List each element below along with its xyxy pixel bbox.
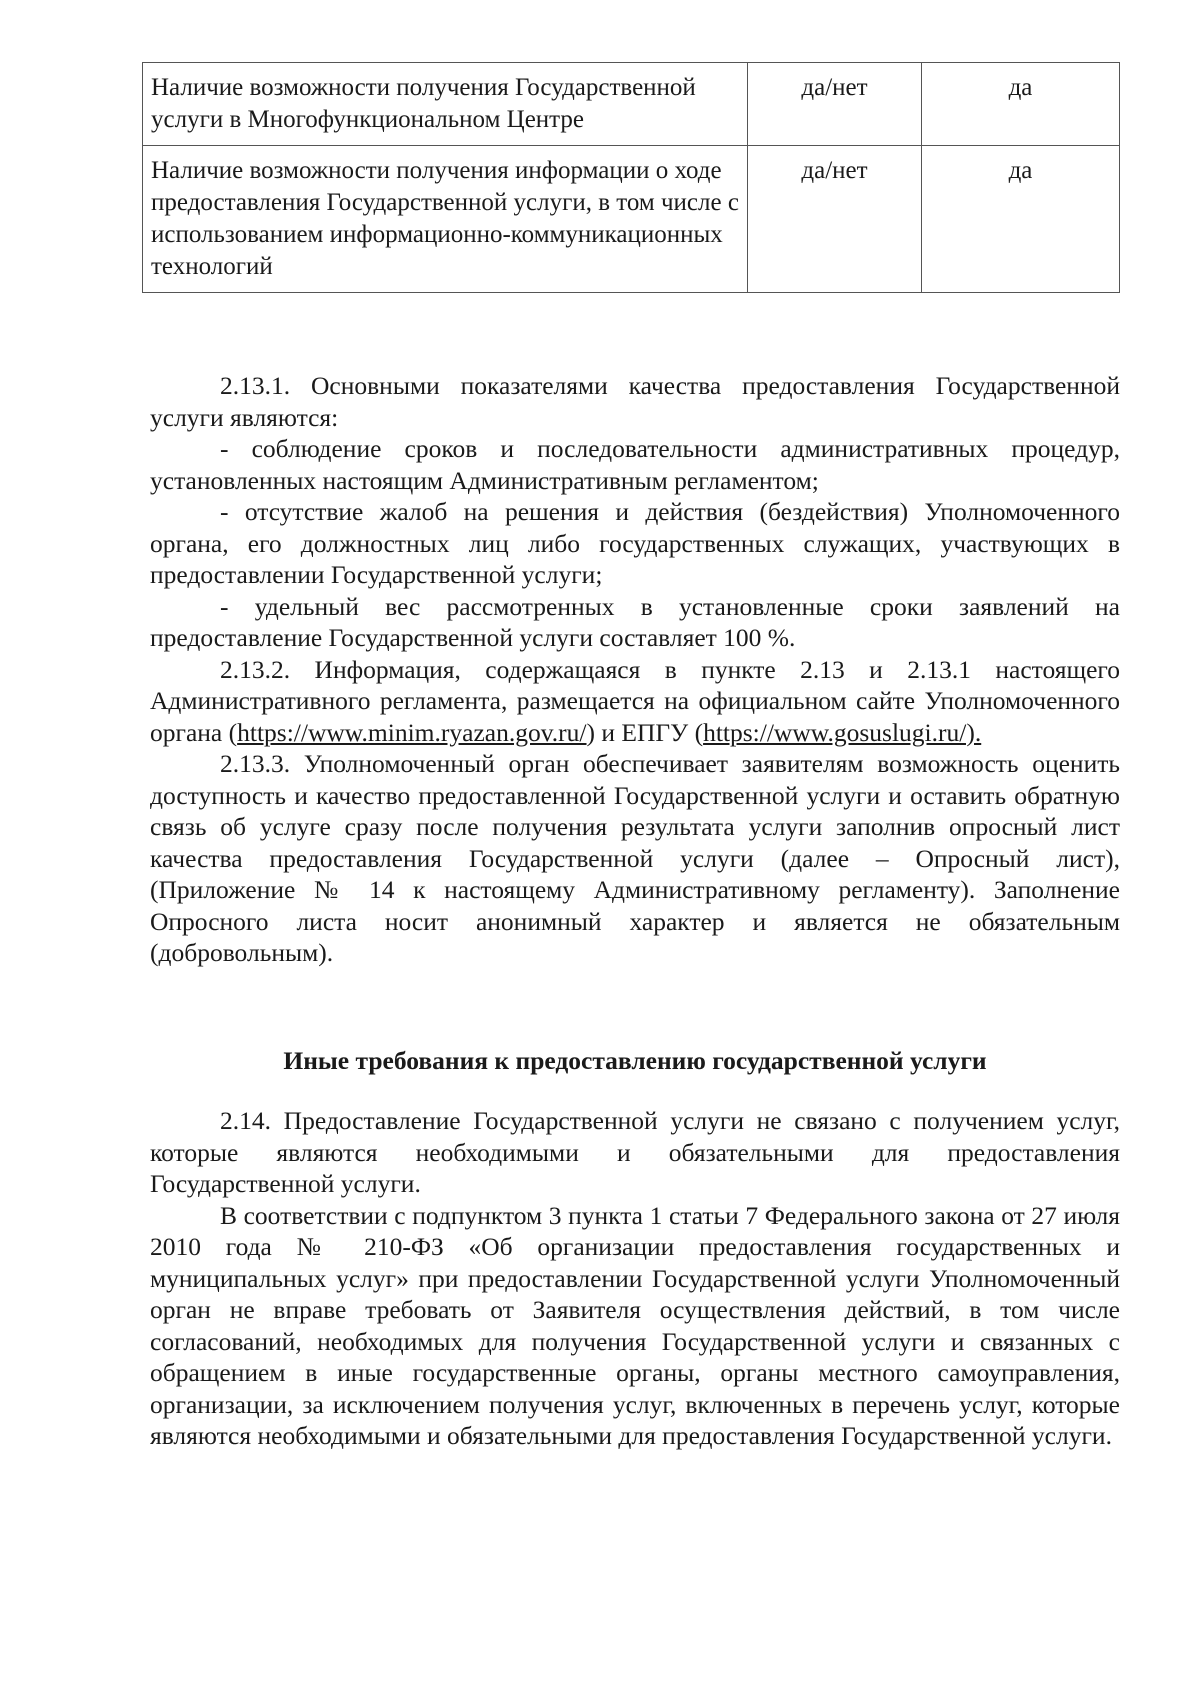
criterion-value: да <box>922 146 1120 293</box>
table-row <box>143 146 1120 293</box>
paragraph-2-13-1: 2.13.1. Основными показателями качества предоставления Государственной услуги являются: <box>150 371 1120 432</box>
paragraph-no-complaints: - отсутствие жалоб на решения и действия (бездействия) Уполномоченного органа, его должностных лиц либо государственных служащих, участвующих в предоставлении Государственной услуги; <box>150 497 1120 589</box>
criterion-unit: да/нет <box>748 63 922 146</box>
section-2-14 <box>150 1105 1120 1452</box>
section-heading: Иные требования к предоставлению государственной услуги <box>283 1046 987 1075</box>
section-heading-wrap <box>150 1046 1120 1076</box>
table-row <box>143 63 1120 146</box>
ministry-website-link[interactable]: https://www.minim.ryazan.gov.ru/ <box>237 717 587 747</box>
paragraph-2-13-2 <box>150 654 1120 749</box>
gosuslugi-link[interactable]: https://www.gosuslugi.ru/). <box>703 717 982 747</box>
paragraph-2-13-2-text: 2.13.2. Информация, содержащаяся в пункте 2.13 и 2.13.1 настоящего Административного регламента, размещается на официальном сайте Уполномоченного органа ( <box>150 654 1120 747</box>
paragraph-federal-law: В соответствии с подпунктом 3 пункта 1 статьи 7 Федерального закона от 27 июля 2010 года № 210-ФЗ «Об организации предоставления государственных и муниципальных услуг» при предоставлении Государственной услуги Уполномоченный орган не вправе требовать от Заявителя осуществления действий, в том числе согласований, необходимых для получения Государственной услуги и связанных с обращением в иные государственные органы, органы местного самоуправления, организации, за исключением получения услуг, включенных в перечень услуг, которые являются необходимыми и обязательными для предоставления Государственной услуги. <box>150 1200 1120 1450</box>
paragraph-2-14: 2.14. Предоставление Государственной услуги не связано с получением услуг, которые являются необходимыми и обязательными для предоставления Государственной услуги. <box>150 1106 1120 1198</box>
criterion-value: да <box>922 63 1120 146</box>
section-2-13 <box>150 370 1120 969</box>
paragraph-2-13-3: 2.13.3. Уполномоченный орган обеспечивает заявителям возможность оценить доступность и качество предоставленной Государственной услуги и оставить обратную связь об услуге сразу после получения результата услуги заполнив опросный лист качества предоставления Государственной услуги (далее – Опросный лист), (Приложение № 14 к настоящему Административному регламенту). Заполнение Опросного листа носит анонимный характер и является не обязательным (добровольным). <box>150 749 1120 967</box>
paragraph-deadlines: - соблюдение сроков и последовательности административных процедур, установленных настоящим Административным регламентом; <box>150 434 1120 495</box>
criterion-unit: да/нет <box>748 146 922 293</box>
paragraph-share: - удельный вес рассмотренных в установленные сроки заявлений на предоставление Государственной услуги составляет 100 %. <box>150 591 1120 652</box>
quality-criteria-table <box>142 62 1120 293</box>
criterion-name: Наличие возможности получения информации о ходе предоставления Государственной услуги, в том числе с использованием информационно-коммуникационных технологий <box>143 146 748 293</box>
criterion-name: Наличие возможности получения Государственной услуги в Многофункциональном Центре <box>143 63 748 146</box>
paragraph-2-13-2-mid: ) и ЕПГУ ( <box>586 717 704 747</box>
